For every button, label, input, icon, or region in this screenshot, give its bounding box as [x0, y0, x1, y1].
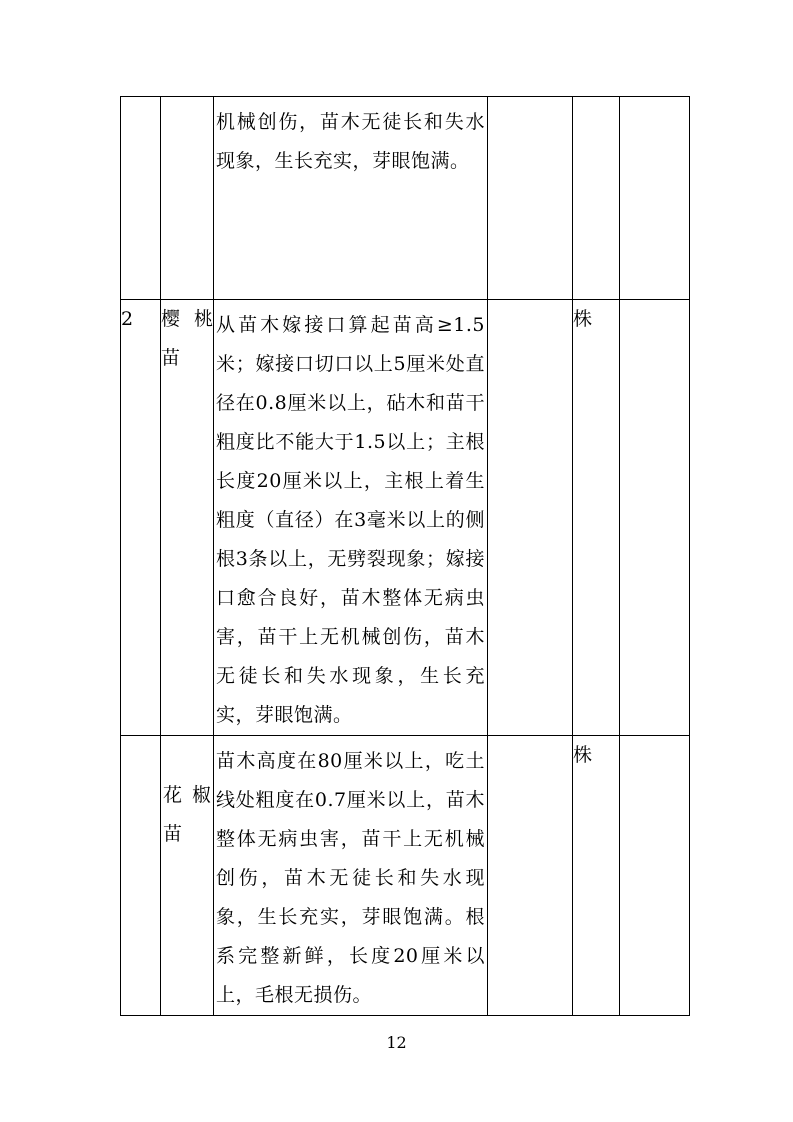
empty-cell: [488, 97, 573, 300]
row-number-cell: [121, 97, 161, 300]
row-number-cell: [121, 736, 161, 1016]
spec-text: 从苗木嫁接口算起苗高≥1.5米；嫁接口切口以上5厘米处直径在0.8厘米以上，砧木和苗干粗度比不能大于1.5以上；主根长度20厘米以上，主根上着生粗度（直径）在3毫米以上的侧根3条以上，无劈裂现象；嫁接口愈合良好，苗木整体无病虫害，苗干上无机械创伤，苗木无徒长和失水现象，生长充实，芽眼饱满。: [216, 314, 485, 726]
spec-cell: [214, 736, 488, 1016]
empty-cell: [620, 97, 690, 300]
table-row: [121, 736, 690, 1016]
empty-cell: [488, 736, 573, 1016]
unit-cell: [573, 97, 620, 300]
item-name-cell: 樱桃苗: [161, 300, 214, 736]
empty-cell: [620, 736, 690, 1016]
table-row: [121, 97, 690, 300]
item-name-cell: 花 椒苗: [163, 784, 211, 845]
page-number: 12: [386, 1033, 407, 1052]
spec-text: 苗木高度在80厘米以上，吃土线处粗度在0.7厘米以上，苗木整体无病虫害，苗干上无机械创伤，苗木无徒长和失水现象，生长充实，芽眼饱满。根系完整新鲜，长度20厘米以上，毛根无损伤。: [216, 750, 485, 1006]
spec-text: 机械创伤，苗木无徒长和失水现象，生长充实，芽眼饱满。: [216, 111, 485, 172]
item-name-cell-wrap: [161, 736, 214, 1016]
spec-cell: [214, 300, 488, 736]
item-name-cell: [161, 97, 214, 300]
unit-cell: 株: [573, 300, 620, 736]
specification-table: [120, 96, 690, 1016]
empty-cell: [620, 300, 690, 736]
row-number-cell: 2: [121, 300, 161, 736]
empty-cell: [488, 300, 573, 736]
unit-cell: 株: [573, 736, 620, 1016]
table-row: [121, 300, 690, 736]
spec-cell: [214, 97, 488, 300]
